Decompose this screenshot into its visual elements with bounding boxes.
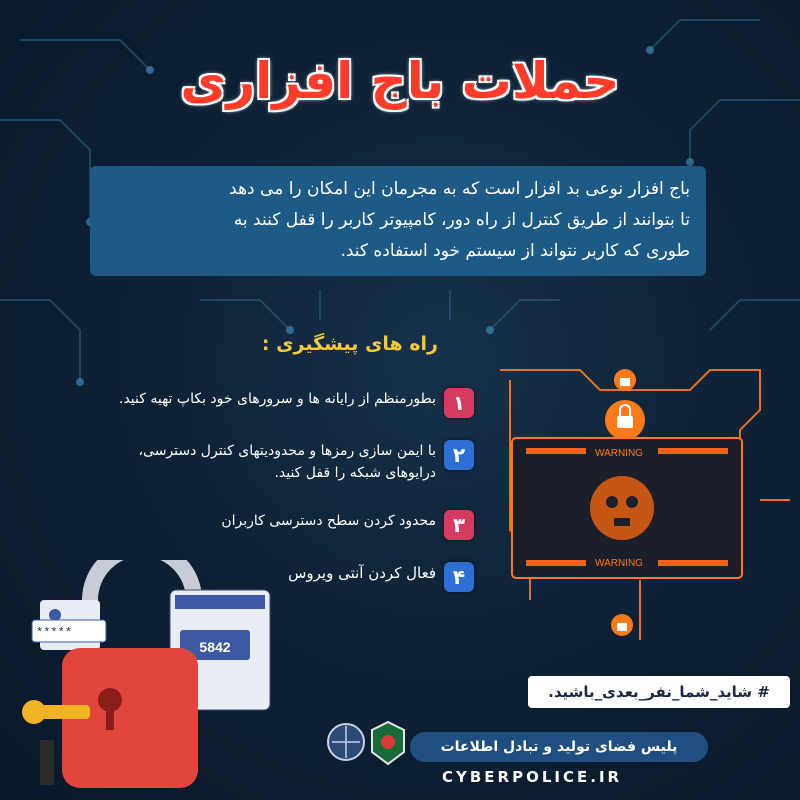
number-badge-2: ۲ <box>444 440 474 470</box>
prevention-item-2-line-2: درایوهای شبکه را قفل کنید. <box>274 465 436 481</box>
prevention-heading: راه های پیشگیری : <box>261 333 438 355</box>
number-badge-1: ۱ <box>444 388 474 418</box>
password-field: ***** <box>36 626 73 640</box>
hashtag-banner: # شاید_شما_نفر_بعدی_باشید. <box>528 676 790 708</box>
prevention-item-2-text <box>139 440 436 484</box>
intro-line-3: طوری که کاربر نتواند از سیستم خود استفاده کند. <box>340 241 690 261</box>
footer-logos <box>326 712 408 772</box>
screen-code: 5842 <box>199 639 231 655</box>
warning-illustration <box>490 350 800 640</box>
prevention-item-3 <box>221 510 474 540</box>
prevention-item-3-text: محدود کردن سطح دسترسی کاربران <box>221 513 436 529</box>
prevention-item-1 <box>119 388 474 418</box>
intro-line-2: تا بتوانند از طریق کنترل از راه دور، کامپیوتر کاربر را قفل کنند به <box>233 210 690 230</box>
number-badge-3: ۳ <box>444 510 474 540</box>
prevention-item-4 <box>288 562 474 592</box>
footer-org-banner: پلیس فضای تولید و تبادل اطلاعات <box>410 732 708 762</box>
number-badge-4: ۴ <box>444 562 474 592</box>
prevention-item-4-text: فعال کردن آنتی ویروس <box>288 564 436 582</box>
intro-box <box>90 166 706 276</box>
person-figure <box>40 740 54 785</box>
padlock-illustration <box>20 560 280 800</box>
intro-line-1: باج افزار نوعی بد افزار است که به مجرمان این امکان را می دهد <box>229 179 690 199</box>
page-title: حملات باج افزاری <box>180 52 620 110</box>
warning-label-top: WARNING <box>595 448 643 459</box>
footer-url: CYBERPOLICE.IR <box>442 768 623 786</box>
warning-label-bottom: WARNING <box>595 558 643 569</box>
prevention-item-1-text: بطورمنظم از رایانه ها و سرورهای خود بکاپ تهیه کنید. <box>119 391 436 407</box>
prevention-item-2 <box>139 440 474 484</box>
prevention-item-2-line-1: با ایمن سازی رمزها و محدودیتهای کنترل دسترسی، <box>138 443 436 459</box>
skull-icon <box>590 476 654 540</box>
